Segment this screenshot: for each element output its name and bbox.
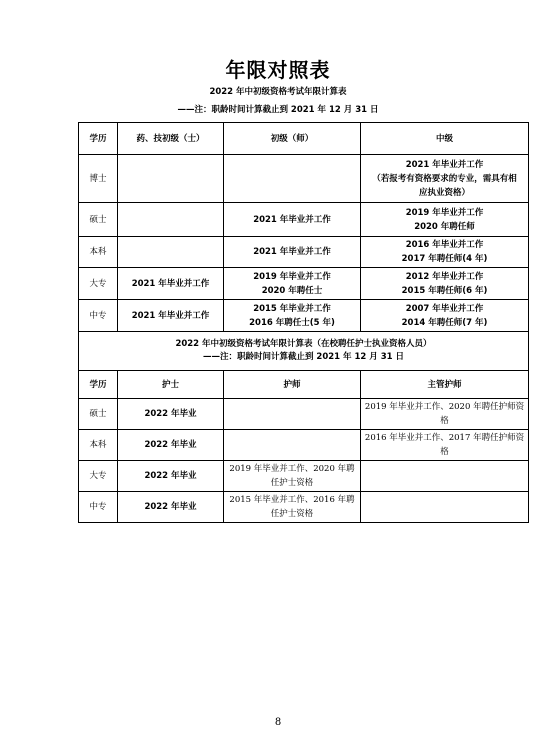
junior-practitioner-cell bbox=[224, 300, 361, 332]
table-row bbox=[79, 399, 529, 430]
cell-line: 2021 年毕业并工作 bbox=[131, 278, 210, 289]
comparison-table bbox=[78, 122, 529, 523]
intermediate-cell bbox=[361, 237, 529, 268]
nurse-cell: 2022 年毕业 bbox=[118, 461, 224, 492]
header-supervisor-nurse: 主管护师 bbox=[361, 371, 529, 399]
header-education: 学历 bbox=[79, 123, 118, 155]
cell-line: 2014 年聘任师(7 年) bbox=[401, 317, 488, 328]
cell-line: （若报考有资格要求的专业，需具有相 bbox=[372, 173, 517, 184]
education-cell: 大专 bbox=[79, 268, 118, 300]
cell-line: 2017 年聘任师(4 年) bbox=[401, 254, 488, 264]
supervisor-nurse-cell bbox=[361, 461, 529, 492]
cell-line: 2015 年毕业并工作 bbox=[253, 303, 331, 314]
header-education: 学历 bbox=[79, 371, 118, 399]
header-junior-technician: 药、技初级（士） bbox=[118, 123, 224, 155]
nurse-cell: 2022 年毕业 bbox=[118, 430, 224, 461]
cell-line: 2015 年聘任师(6 年) bbox=[401, 285, 488, 296]
education-cell: 硕士 bbox=[79, 203, 118, 237]
section2-title: 2022 年中初级资格考试年限计算表（在校聘任护士执业资格人员） bbox=[175, 339, 432, 349]
junior-technician-cell bbox=[118, 237, 224, 268]
cell-line: 任护士资格 bbox=[270, 478, 314, 488]
junior-technician-cell bbox=[118, 268, 224, 300]
nurse-practitioner-cell bbox=[224, 461, 361, 492]
junior-technician-cell bbox=[118, 300, 224, 332]
cell-line: 2021 年毕业并工作 bbox=[253, 214, 331, 225]
junior-technician-cell bbox=[118, 203, 224, 237]
header-intermediate: 中级 bbox=[361, 123, 529, 155]
table-row bbox=[79, 430, 529, 461]
table-row bbox=[79, 492, 529, 523]
cell-line: 2012 年毕业并工作 bbox=[405, 271, 484, 282]
table2-header-row bbox=[79, 371, 529, 399]
section2-title-row bbox=[79, 332, 529, 371]
page-number: 8 bbox=[274, 717, 282, 728]
cell-line: 2021 年毕业并工作 bbox=[131, 310, 210, 321]
table-row bbox=[79, 268, 529, 300]
intermediate-cell bbox=[361, 268, 529, 300]
cell-line: 格 bbox=[440, 416, 449, 426]
cell-line: 2015 年毕业并工作、2016 年聘 bbox=[229, 495, 355, 505]
table-row bbox=[79, 155, 529, 203]
cell-line: 2019 年毕业并工作 bbox=[405, 207, 484, 218]
junior-practitioner-cell bbox=[224, 203, 361, 237]
cell-line: 2016 年聘任士(5 年) bbox=[249, 317, 335, 328]
education-cell: 博士 bbox=[79, 155, 118, 203]
nurse-practitioner-cell bbox=[224, 430, 361, 461]
education-cell: 硕士 bbox=[79, 399, 118, 430]
table-row bbox=[79, 300, 529, 332]
intermediate-cell bbox=[361, 155, 529, 203]
junior-technician-cell bbox=[118, 155, 224, 203]
cell-line: 格 bbox=[440, 447, 449, 457]
education-cell: 大专 bbox=[79, 461, 118, 492]
cell-line: 2021 年毕业并工作 bbox=[253, 247, 331, 257]
junior-practitioner-cell bbox=[224, 155, 361, 203]
cell-line: 2007 年毕业并工作 bbox=[405, 303, 484, 314]
supervisor-nurse-cell bbox=[361, 430, 529, 461]
header-junior-practitioner: 初级（师） bbox=[224, 123, 361, 155]
nurse-practitioner-cell bbox=[224, 492, 361, 523]
table-row bbox=[79, 461, 529, 492]
cell-line: 2019 年毕业并工作 bbox=[253, 271, 331, 282]
header-nurse: 护士 bbox=[118, 371, 224, 399]
cell-line: 2016 年毕业并工作 bbox=[405, 240, 484, 250]
education-cell: 本科 bbox=[79, 237, 118, 268]
education-cell: 中专 bbox=[79, 300, 118, 332]
cutoff-note: ——注：职龄时间计算截止到 2021 年 12 月 31 日 bbox=[177, 105, 379, 115]
cell-line: 任护士资格 bbox=[270, 509, 314, 519]
page-title: 年限对照表 bbox=[225, 58, 331, 82]
intermediate-cell bbox=[361, 300, 529, 332]
education-cell: 本科 bbox=[79, 430, 118, 461]
section2-note: ——注：职龄时间计算截止到 2021 年 12 月 31 日 bbox=[202, 352, 405, 362]
junior-practitioner-cell bbox=[224, 268, 361, 300]
cell-line: 2016 年毕业并工作、2017 年聘任护师资 bbox=[364, 433, 525, 443]
nurse-practitioner-cell bbox=[224, 399, 361, 430]
supervisor-nurse-cell bbox=[361, 492, 529, 523]
section2-title-cell bbox=[79, 332, 529, 371]
cell-line: 2020 年聘任士 bbox=[261, 285, 323, 296]
cell-line: 2021 年毕业并工作 bbox=[405, 159, 484, 170]
supervisor-nurse-cell bbox=[361, 399, 529, 430]
cell-line: 2020 年聘任师 bbox=[414, 221, 475, 232]
header-nurse-practitioner: 护师 bbox=[224, 371, 361, 399]
table-row bbox=[79, 203, 529, 237]
table-row bbox=[79, 237, 529, 268]
cell-line: 2019 年毕业并工作、2020 年聘 bbox=[229, 464, 355, 474]
cell-line: 应执业资格） bbox=[418, 187, 470, 198]
cell-line: 2019 年毕业并工作、2020 年聘任护师资 bbox=[364, 402, 525, 412]
intermediate-cell bbox=[361, 203, 529, 237]
junior-practitioner-cell bbox=[224, 237, 361, 268]
education-cell: 中专 bbox=[79, 492, 118, 523]
nurse-cell: 2022 年毕业 bbox=[118, 399, 224, 430]
table1-header-row bbox=[79, 123, 529, 155]
table-subtitle: 2022 年中初级资格考试年限计算表 bbox=[209, 87, 347, 97]
nurse-cell: 2022 年毕业 bbox=[118, 492, 224, 523]
